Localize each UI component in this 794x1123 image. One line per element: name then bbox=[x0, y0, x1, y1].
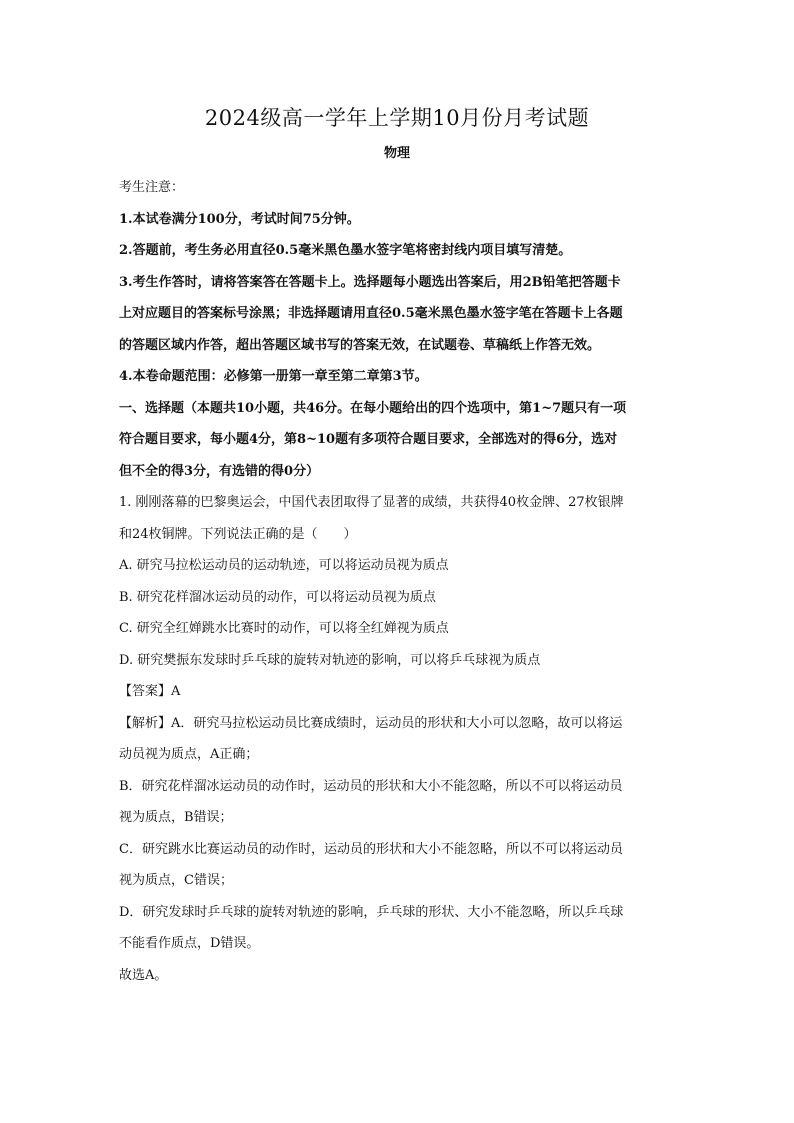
notice-heading: 考生注意： bbox=[119, 180, 185, 195]
option-b: B. 研究花样溜冰运动员的动作，可以将运动员视为质点 bbox=[119, 589, 436, 605]
analysis-line: 【解析】A．研究马拉松运动员比赛成绩时，运动员的形状和大小可以忽略，故可以将运 bbox=[119, 715, 623, 731]
subject-heading: 物理 bbox=[383, 146, 410, 161]
notice-line: 的答题区域内作答，超出答题区域书写的答案无效，在试题卷、草稿纸上作答无效。 bbox=[119, 337, 601, 353]
analysis-line: 不能看作质点，D错误。 bbox=[119, 936, 260, 951]
analysis-line: 故选A。 bbox=[119, 967, 168, 983]
option-d: D. 研究樊振东发球时乒乓球的旋转对轨迹的影响，可以将乒乓球视为质点 bbox=[119, 652, 541, 668]
section-instruction: 一、选择题（本题共10小题，共46分。在每小题给出的四个选项中，第1~7题只有一项 bbox=[119, 400, 627, 416]
notice-line: 上对应题目的答案标号涂黑；非选择题请用直径0.5毫米黑色墨水签字笔在答题卡上各题 bbox=[119, 306, 623, 321]
exam-title: 2024级高一学年上学期10月份月考试题 bbox=[204, 106, 590, 130]
option-c: C. 研究全红婵跳水比赛时的动作，可以将全红婵视为质点 bbox=[119, 621, 449, 636]
notice-line: 3.考生作答时，请将答案答在答题卡上。选择题每小题选出答案后，用2B铅笔把答题卡 bbox=[119, 274, 621, 290]
option-a: A. 研究马拉松运动员的运动轨迹，可以将运动员视为质点 bbox=[119, 558, 449, 573]
analysis-line: 视为质点，C错误； bbox=[119, 873, 233, 888]
answer-line: 【答案】A bbox=[119, 684, 181, 699]
analysis-line: C．研究跳水比赛运动员的动作时，运动员的形状和大小不能忽略，所以不可以将运动员 bbox=[119, 841, 623, 857]
analysis-line: D．研究发球时乒乓球的旋转对轨迹的影响，乒乓球的形状、大小不能忽略，所以乒乓球 bbox=[119, 904, 624, 920]
analysis-line: B．研究花样溜冰运动员的动作时，运动员的形状和大小不能忽略，所以不可以将运动员 bbox=[119, 778, 623, 794]
notice-line: 1.本试卷满分100分，考试时间75分钟。 bbox=[119, 211, 360, 227]
analysis-line: 视为质点，B错误； bbox=[119, 810, 233, 825]
section-instruction: 符合题目要求，每小题4分，第8~10题有多项符合题目要求，全部选对的得6分，选对 bbox=[119, 432, 618, 447]
analysis-line: 动员视为质点，A正确； bbox=[119, 747, 259, 762]
question-stem: 1. 刚刚落幕的巴黎奥运会，中国代表团取得了显著的成绩，共获得40枚金牌、27枚银牌 bbox=[119, 495, 624, 510]
exam-content bbox=[119, 172, 679, 991]
question-stem: 和24枚铜牌。下列说法正确的是（ ） bbox=[119, 526, 357, 542]
section-instruction: 但不全的得3分，有选错的得0分） bbox=[119, 463, 320, 479]
notice-line: 2.答题前，考生务必用直径0.5毫米黑色墨水签字笔将密封线内项目填写清楚。 bbox=[119, 243, 572, 258]
notice-line: 4.本卷命题范围：必修第一册第一章至第二章第3节。 bbox=[119, 369, 428, 384]
